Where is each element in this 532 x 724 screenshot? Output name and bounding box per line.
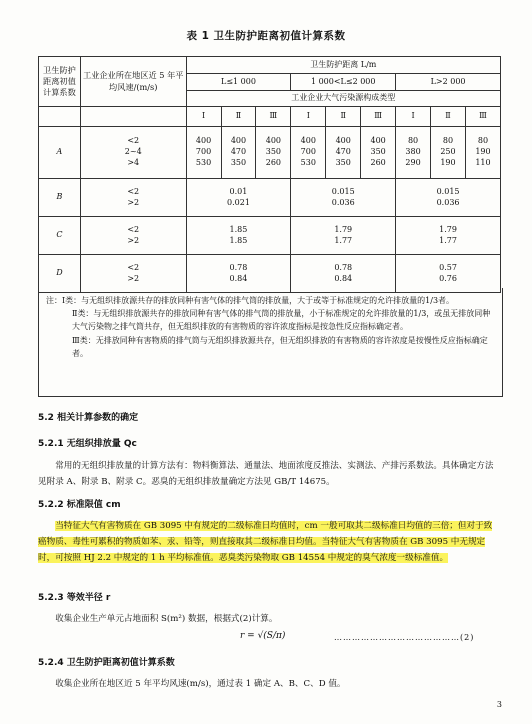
section-5-2-4-heading: 5.2.4 卫生防护距离初值计算系数 (38, 658, 175, 668)
table-cell: 0.78 0.84 (291, 255, 396, 293)
equation-number: ……………………………………(2) (334, 633, 475, 642)
table-cell: 0.57 0.76 (396, 255, 501, 293)
section-5-2-2-text (38, 518, 500, 566)
row-a-speeds: <2 2~4 >4 (80, 127, 186, 179)
row-label-b: B (39, 179, 81, 217)
class-6: Ⅲ (361, 107, 396, 127)
note-2: Ⅱ类：与无组织排放源共存的排放同种有害气体的排气筒的排放量，小于标准规定的允许排放量的1/3，或虽无排放同种大气污染物之排气筒共存，但无组织排放的有害物质的容许浓度指标是按急性反应指标确定者。 (72, 309, 491, 332)
formula-2: r = √(S/π) (240, 631, 286, 641)
table-notes (38, 288, 503, 397)
table-cell: 400 470 350 (326, 127, 361, 179)
section-5-2-1-text: 常用的无组织排放量的计算方法有：物料衡算法、通量法、地面浓度反推法、实测法、产排污系数法。具体确定方法见附录 A、附录 B、附录 C。恶臭的无组织排放量确定方法见 GB/T 14675。 (38, 461, 494, 487)
note-3: Ⅲ类：无排放同种有害物质的排气筒与无组织排放源共存，但无组织排放的有害物质的容许浓度是按慢性反应指标确定者。 (72, 335, 488, 358)
table-cell: 0.01 0.021 (186, 179, 291, 217)
range-1: L≤1 000 (186, 74, 291, 91)
section-5-2-3-text: 收集企业生产单元占地面积 S(m²) 数据，根据式(2)计算。 (55, 614, 278, 624)
table-cell: 0.78 0.84 (186, 255, 291, 293)
class-3: Ⅲ (256, 107, 291, 127)
section-5-2-1-heading: 5.2.1 无组织排放量 Qc (38, 439, 137, 449)
table-title: 表 1 卫生防护距离初值计算系数 (186, 30, 346, 42)
section-5-2-heading: 5.2 相关计算参数的确定 (38, 413, 139, 423)
class-1: Ⅰ (186, 107, 221, 127)
col2-header: 工业企业所在地区近 5 年平均风速/(m/s) (80, 57, 186, 107)
table-cell: 80 190 110 (465, 127, 500, 179)
table-cell: 400 350 260 (256, 127, 291, 179)
note-1: 注：Ⅰ类：与无组织排放源共存的排放同种有害气体的排气筒的排放量，大于或等于标准规定的允许排放量的1/3者。 (46, 296, 455, 305)
table-cell: 1.85 1.85 (186, 217, 291, 255)
row-c-speeds: <2 >2 (80, 217, 186, 255)
row-label-d: D (39, 255, 81, 293)
table-cell: 1.79 1.77 (291, 217, 396, 255)
table-cell: 400 700 530 (291, 127, 326, 179)
source-header: 工业企业大气污染源构成类型 (186, 91, 500, 107)
distance-header: 卫生防护距离 L/m (186, 57, 500, 74)
table-cell: 80 250 190 (431, 127, 466, 179)
table-cell: 400 470 350 (221, 127, 256, 179)
range-3: L>2 000 (396, 74, 501, 91)
table-cell: 400 350 260 (361, 127, 396, 179)
highlighted-text: 当特征大气有害物质在 GB 3095 中有规定的二级标准日均值时，cm 一般可取其二级标准日均值的三倍；但对于致癌物质、毒性可累积的物质如苯、汞、铅等，则直接取其二级标准日均值。当特征大气有害物质在 GB 3095 中无规定时，可按照 HJ 2.2 中规定的 1 h 平均标准值。恶臭类污染物取 GB 14554 中规定的臭气浓度一级标准值。 (38, 521, 493, 563)
section-5-2-2-heading: 5.2.2 标准限值 cm (38, 500, 121, 510)
section-5-2-4-text: 收集企业所在地区近 5 年平均风速(m/s)，通过表 1 确定 A、B、C、D 值。 (55, 679, 346, 689)
page-number: 3 (496, 700, 502, 709)
table-cell: 1.79 1.77 (396, 217, 501, 255)
section-5-2-3-heading: 5.2.3 等效半径 r (38, 593, 111, 603)
row-label-a: A (39, 127, 81, 179)
class-9: Ⅲ (465, 107, 500, 127)
class-5: Ⅱ (326, 107, 361, 127)
row-d-speeds: <2 >2 (80, 255, 186, 293)
col1-header: 卫生防护距离初值计算系数 (39, 57, 81, 107)
class-4: Ⅰ (291, 107, 326, 127)
table-cell: 80 380 290 (396, 127, 431, 179)
table-cell: 400 700 530 (186, 127, 221, 179)
class-8: Ⅱ (431, 107, 466, 127)
row-label-c: C (39, 217, 81, 255)
table-cell: 0.015 0.036 (291, 179, 396, 217)
row-b-speeds: <2 >2 (80, 179, 186, 217)
coefficient-table (38, 56, 501, 293)
class-7: Ⅰ (396, 107, 431, 127)
table-cell: 0.015 0.036 (396, 179, 501, 217)
range-2: 1 000<L≤2 000 (291, 74, 396, 91)
class-2: Ⅱ (221, 107, 256, 127)
